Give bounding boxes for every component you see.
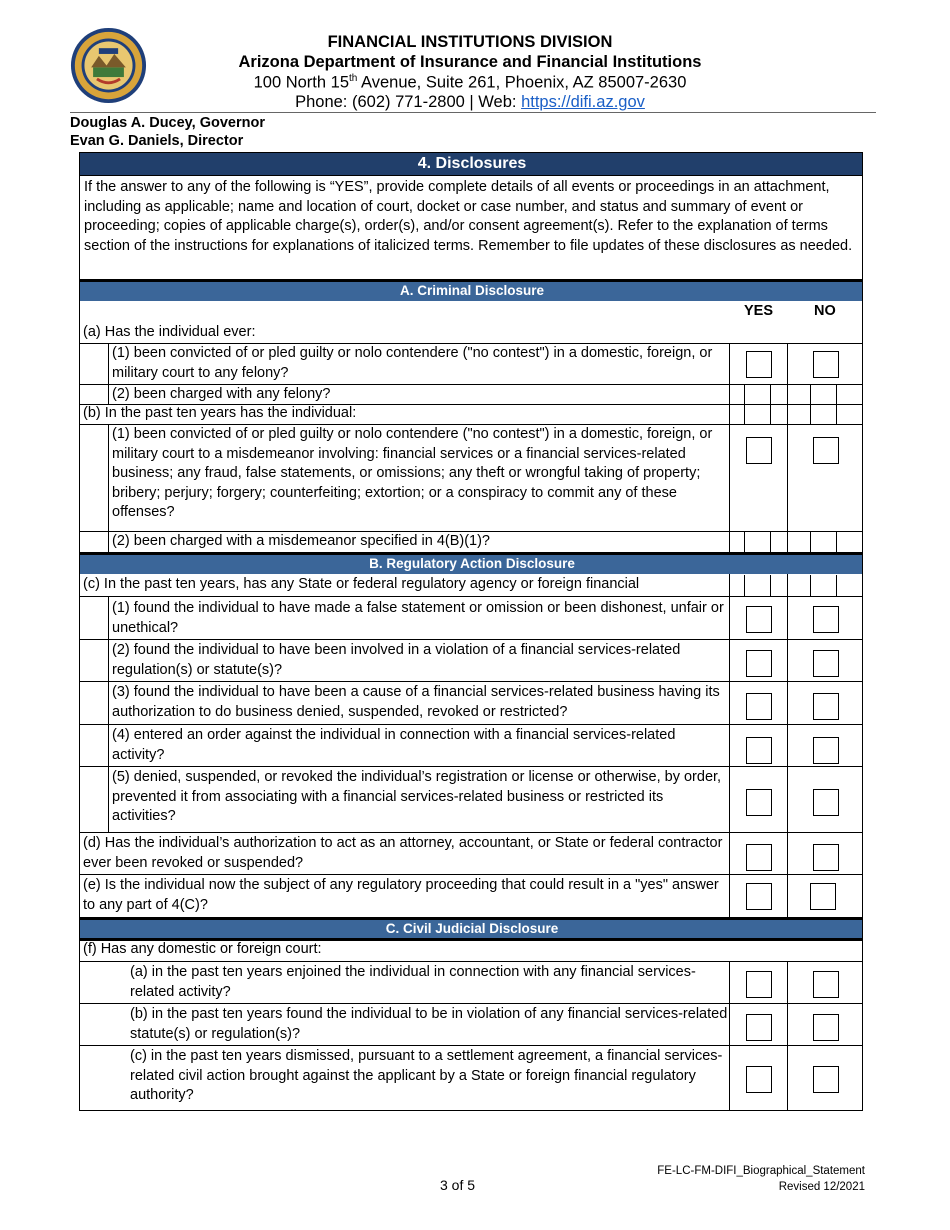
b1-no-checkbox[interactable] <box>813 437 839 464</box>
question-fc: (c) in the past ten years dismissed, pursuant to a settlement agreement, a financial services-related civil action brought against the applicant by a State or foreign financial regulatory authority? <box>130 1048 723 1103</box>
disclosures-form <box>79 152 863 1111</box>
fa-no-checkbox[interactable] <box>813 971 839 998</box>
question-a: (a) Has the individual ever: <box>83 324 256 340</box>
c5-no-checkbox[interactable] <box>813 789 839 816</box>
section-intro: If the answer to any of the following is “YES”, provide complete details of all events or proceedings in an attachment, including as applicable; name and location of court, docket or case number, and status and summary of event or proceeding; copies of applicable charge(s), order(s), and/or consent agreement(s). Refer to the explanation of terms section of the instructions for explanations of italicized terms. Remember to file updates of these disclosures as needed. <box>80 175 863 279</box>
contact-line: Phone: (602) 771-2800 | Web: https://difi.az.gov <box>295 93 645 111</box>
division-name: FINANCIAL INSTITUTIONS DIVISION <box>327 33 613 51</box>
question-a2: (2) been charged with any felony? <box>112 386 331 402</box>
c1-no-checkbox[interactable] <box>813 606 839 633</box>
header-divider <box>70 112 876 113</box>
section-title: 4. Disclosures <box>80 153 863 175</box>
c3-yes-checkbox[interactable] <box>746 693 772 720</box>
question-a1: (1) been convicted of or pled guilty or nolo contendere ("no contest") in a domestic, foreign, or military court to any felony? <box>112 345 713 381</box>
d-yes-checkbox[interactable] <box>746 844 772 871</box>
c3-no-checkbox[interactable] <box>813 693 839 720</box>
e-no-checkbox[interactable] <box>810 883 836 910</box>
regulatory-disclosure-title: B. Regulatory Action Disclosure <box>80 552 863 574</box>
c1-yes-checkbox[interactable] <box>746 606 772 633</box>
question-c5: (5) denied, suspended, or revoked the individual’s registration or license or otherwise, by order, prevented it from associating with a financial services-related business or restricted its activities? <box>112 769 722 824</box>
yes-column-header: YES <box>744 303 774 319</box>
page-number: 3 of 5 <box>440 1177 476 1193</box>
question-e: (e) Is the individual now the subject of any regulatory proceeding that could result in a "yes" answer to any part of 4(C)? <box>83 877 719 913</box>
c4-no-checkbox[interactable] <box>813 737 839 764</box>
question-d: (d) Has the individual’s authorization to act as an attorney, accountant, or State or federal contractor ever been revoked or suspended? <box>83 835 723 871</box>
civil-disclosure-title: C. Civil Judicial Disclosure <box>80 917 863 939</box>
fa-yes-checkbox[interactable] <box>746 971 772 998</box>
c2-no-checkbox[interactable] <box>813 650 839 677</box>
e-yes-checkbox[interactable] <box>746 883 772 910</box>
no-column-header: NO <box>814 303 836 319</box>
c2-yes-checkbox[interactable] <box>746 650 772 677</box>
question-c3: (3) found the individual to have been a cause of a financial services-related business having its authorization to do business denied, suspended, revoked or restricted? <box>112 684 720 720</box>
d-no-checkbox[interactable] <box>813 844 839 871</box>
fb-yes-checkbox[interactable] <box>746 1014 772 1041</box>
c4-yes-checkbox[interactable] <box>746 737 772 764</box>
criminal-disclosure-title: A. Criminal Disclosure <box>80 279 863 301</box>
fb-no-checkbox[interactable] <box>813 1014 839 1041</box>
question-fa: (a) in the past ten years enjoined the individual in connection with any financial services-related activity? <box>130 964 696 1000</box>
a1-yes-checkbox[interactable] <box>746 351 772 378</box>
a1-no-checkbox[interactable] <box>813 351 839 378</box>
department-name: Arizona Department of Insurance and Financial Institutions <box>238 53 702 71</box>
website-link[interactable]: https://difi.az.gov <box>521 93 645 111</box>
question-fb: (b) in the past ten years found the individual to be in violation of any financial services-related statute(s) or regulation(s)? <box>130 1006 728 1042</box>
question-c4: (4) entered an order against the individual in connection with a financial services-related activity? <box>112 727 676 763</box>
form-identifier: FE-LC-FM-DIFI_Biographical_Statement Revised 12/2021 <box>657 1165 865 1193</box>
question-b1: (1) been convicted of or pled guilty or nolo contendere ("no contest") in a domestic, foreign, or military court to a misdemeanor involving: financial services or a financial services-related business; any fraud, false statements, or omissions; any theft or wrongful taking of property; bribery; perjury; forgery; counterfeiting; extortion; or a conspiracy to commit any of these offenses? <box>112 426 713 520</box>
b1-yes-checkbox[interactable] <box>746 437 772 464</box>
question-c: (c) In the past ten years, has any State or federal regulatory agency or foreign financial <box>83 576 640 592</box>
state-seal-logo <box>70 27 147 104</box>
c5-yes-checkbox[interactable] <box>746 789 772 816</box>
director-name: Evan G. Daniels, Director <box>70 133 244 149</box>
question-c2: (2) found the individual to have been involved in a violation of a financial services-related regulation(s) or statute(s)? <box>112 642 681 678</box>
governor-name: Douglas A. Ducey, Governor <box>70 115 265 131</box>
address: 100 North 15th Avenue, Suite 261, Phoenix, AZ 85007-2630 <box>253 73 687 92</box>
question-f: (f) Has any domestic or foreign court: <box>83 941 322 957</box>
question-b: (b) In the past ten years has the individual: <box>83 405 357 421</box>
question-c1: (1) found the individual to have made a false statement or omission or been dishonest, unfair or unethical? <box>112 600 724 636</box>
fc-no-checkbox[interactable] <box>813 1066 839 1093</box>
fc-yes-checkbox[interactable] <box>746 1066 772 1093</box>
question-b2: (2) been charged with a misdemeanor specified in 4(B)(1)? <box>112 533 490 549</box>
